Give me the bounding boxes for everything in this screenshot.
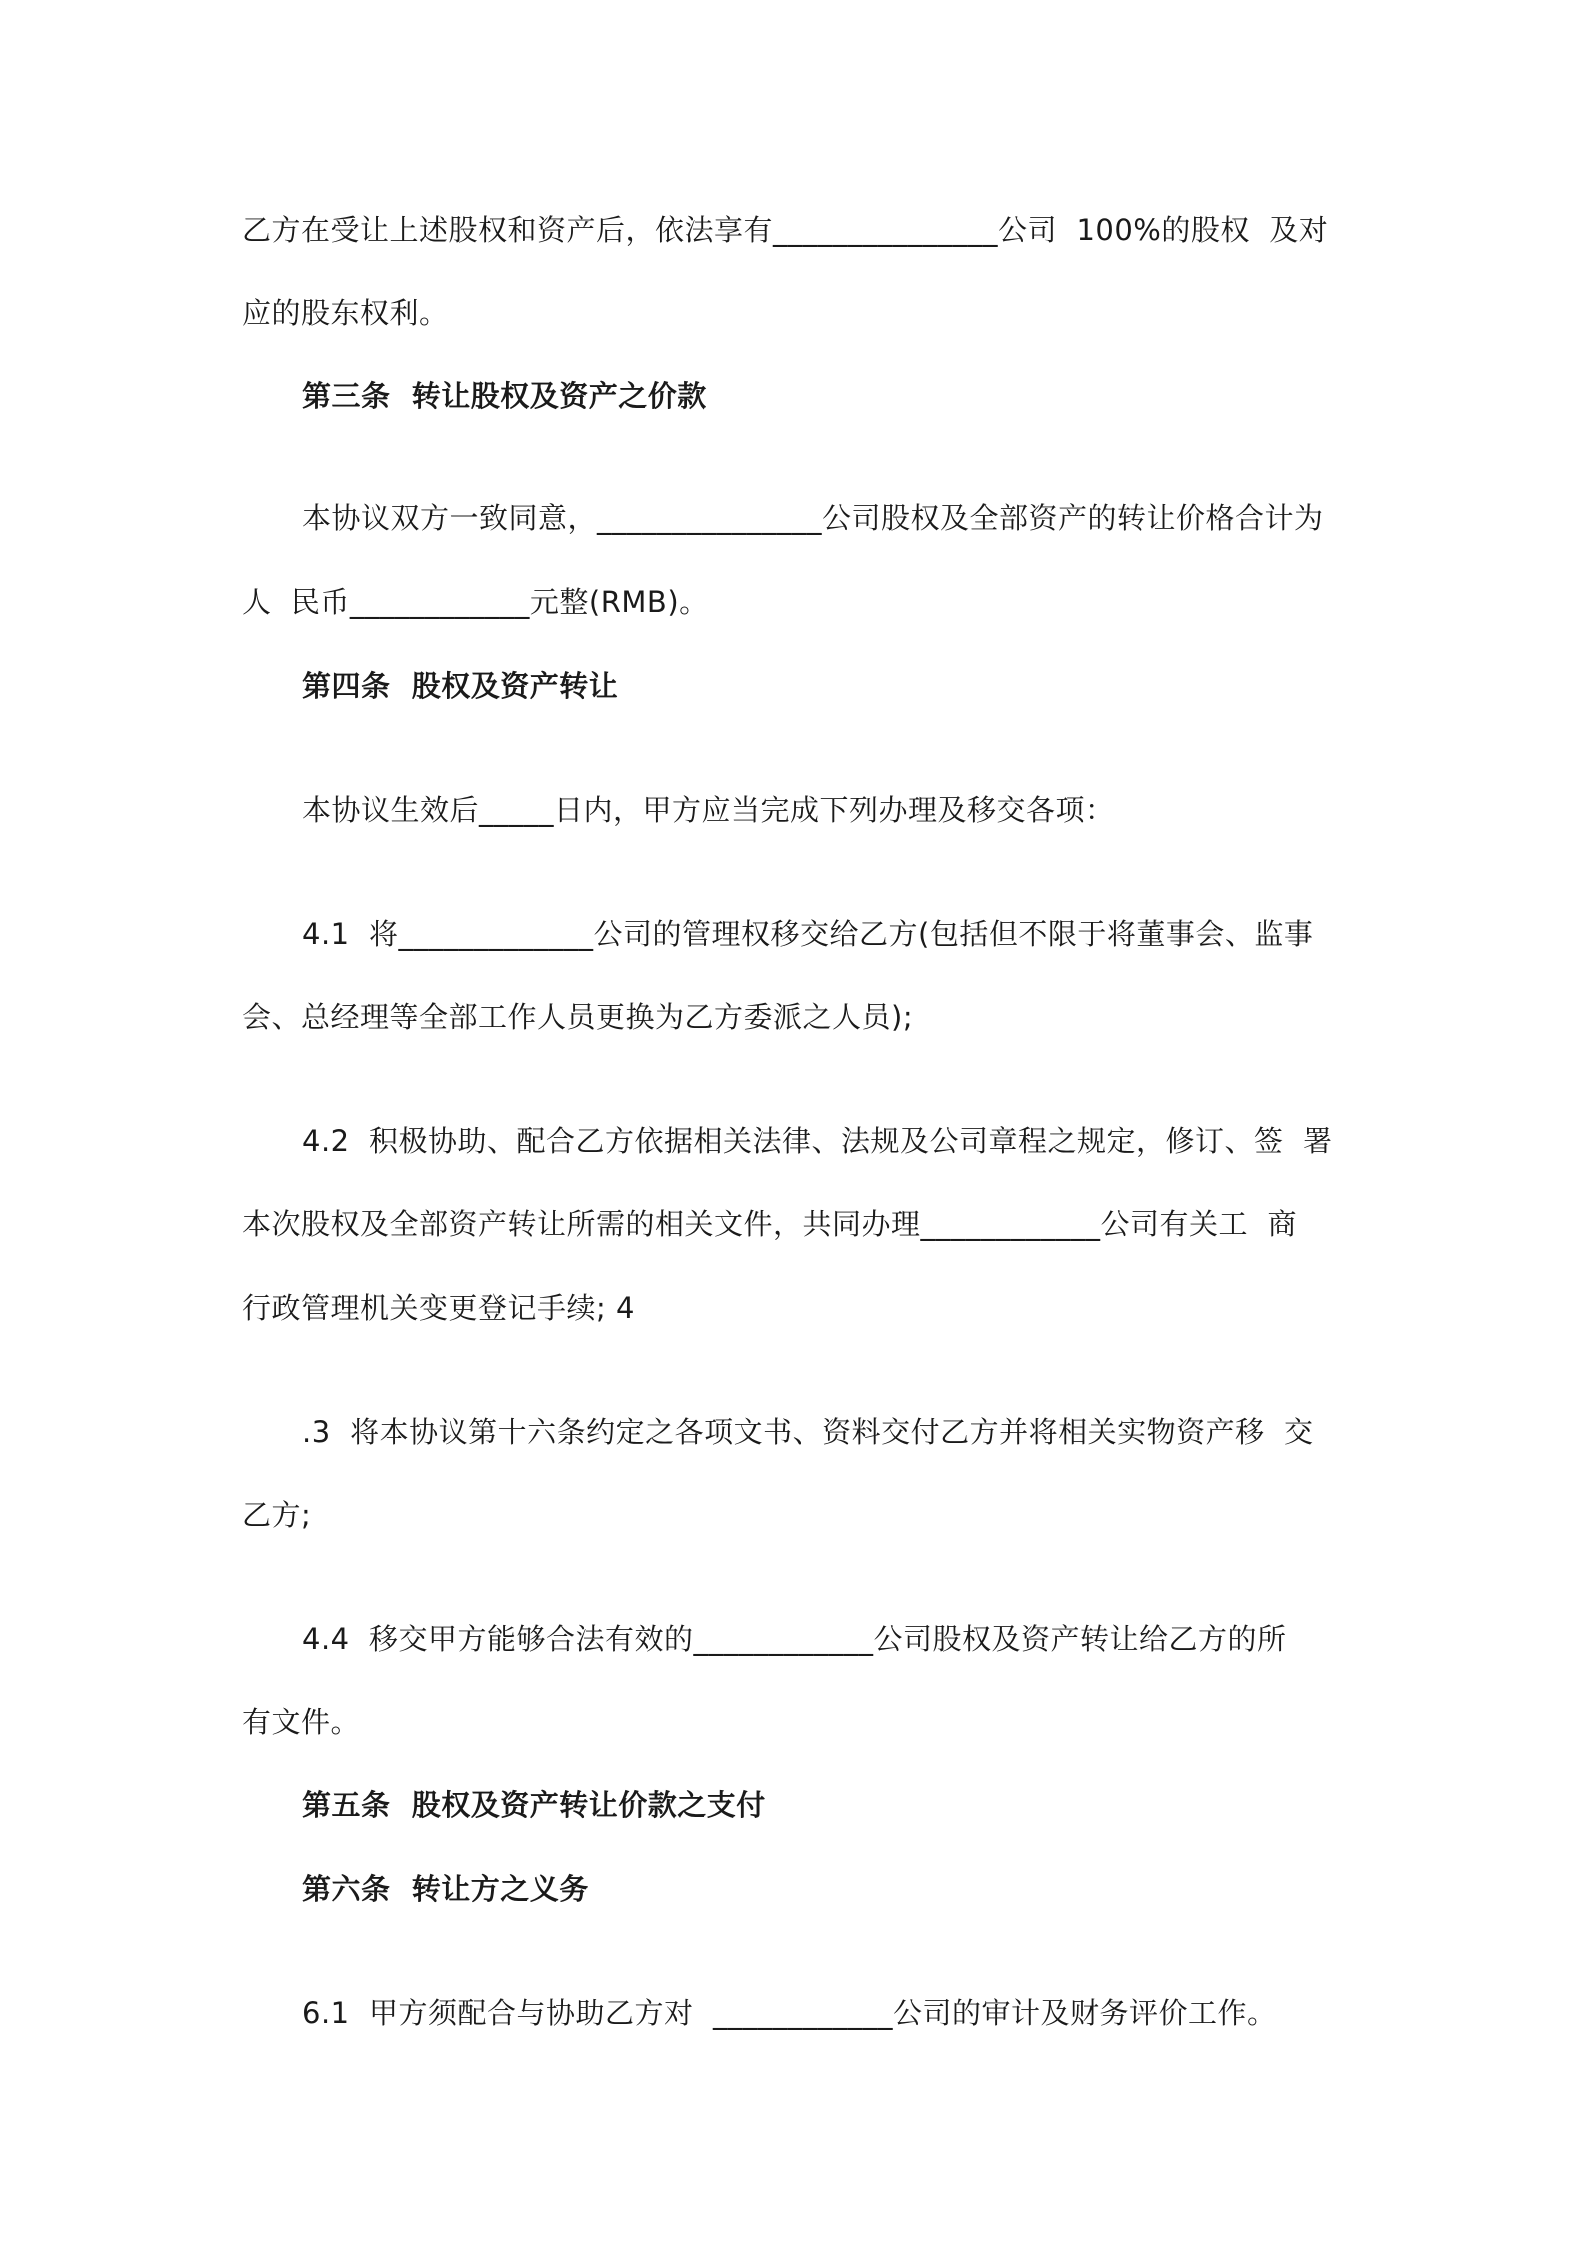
paragraph-line: 人 民币____________元整(RMB)。	[242, 585, 709, 619]
paragraph-line: 本次股权及全部资产转让所需的相关文件，共同办理____________公司有关工 商	[242, 1207, 1297, 1241]
paragraph-line: .3 将本协议第十六条约定之各项文书、资料交付乙方并将相关实物资产移 交	[302, 1415, 1314, 1449]
paragraph-line: 有文件。	[242, 1705, 361, 1739]
article-3-heading: 第三条 转让股权及资产之价款	[302, 379, 707, 413]
paragraph-line: 4.4 移交甲方能够合法有效的____________公司股权及资产转让给乙方的所	[302, 1622, 1287, 1656]
paragraph-line: 本协议双方一致同意，_______________公司股权及全部资产的转让价格合计为	[302, 501, 1324, 535]
paragraph-line: 4.1 将_____________公司的管理权移交给乙方(包括但不限于将董事会、监事	[302, 917, 1314, 951]
paragraph-line: 乙方在受让上述股权和资产后，依法享有_______________公司 100%的股权 及对	[242, 213, 1329, 247]
paragraph-line: 行政管理机关变更登记手续; 4	[242, 1291, 635, 1325]
article-6-heading: 第六条 转让方之义务	[302, 1872, 589, 1906]
article-4-heading: 第四条 股权及资产转让	[302, 669, 619, 703]
paragraph-line: 6.1 甲方须配合与协助乙方对 ____________公司的审计及财务评价工作。	[302, 1996, 1277, 2030]
paragraph-line: 本协议生效后_____日内，甲方应当完成下列办理及移交各项：	[302, 793, 1115, 827]
paragraph-line: 会、总经理等全部工作人员更换为乙方委派之人员);	[242, 1000, 914, 1034]
article-5-heading: 第五条 股权及资产转让价款之支付	[302, 1788, 766, 1822]
paragraph-line: 4.2 积极协助、配合乙方依据相关法律、法规及公司章程之规定，修订、签 署	[302, 1124, 1333, 1158]
paragraph-line: 应的股东权利。	[242, 296, 449, 330]
paragraph-line: 乙方;	[242, 1498, 312, 1532]
